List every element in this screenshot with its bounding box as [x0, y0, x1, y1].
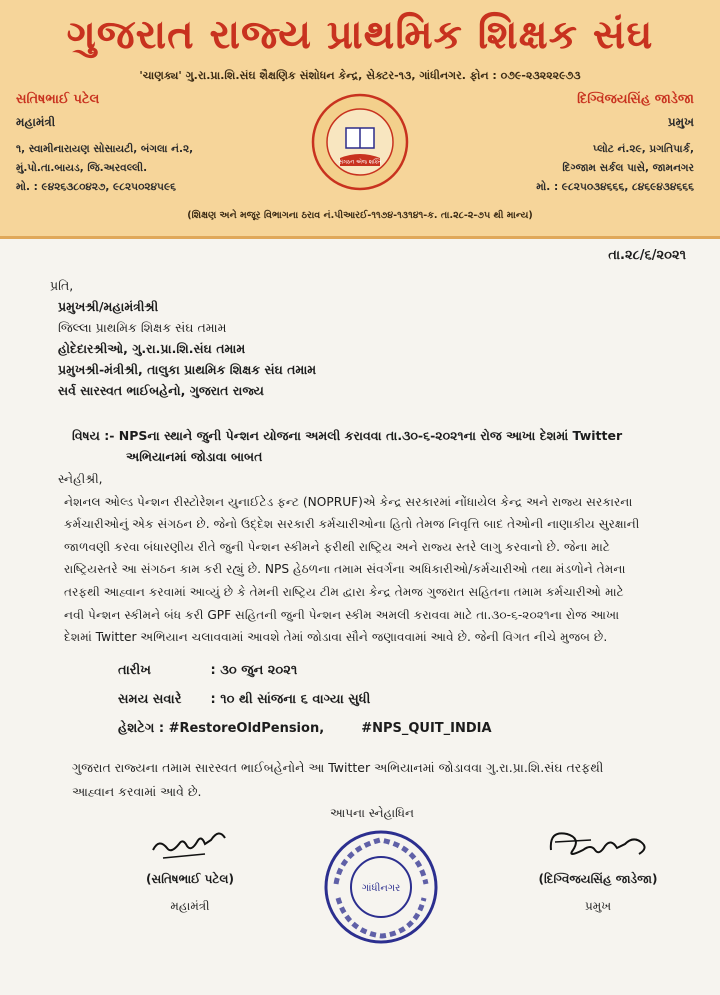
recipient-line: હોદેદારશ્રીઓ, ગુ.રા.પ્રા.શિ.સંઘ તમામ [58, 341, 246, 356]
signature-block-general-secretary [100, 820, 280, 914]
detail-time-row [118, 685, 678, 714]
detail-hashtag-row [118, 714, 678, 743]
recipient-line: પ્રમુખશ્રી-મંત્રીશ્રી, તાલુકા પ્રાથમિક શિક્ષક સંઘ તમામ [58, 362, 317, 377]
president-phone: મો. : ૯૮૨૫૦૩૪૬૬૬, ૮૪૬૯૪૩૪૬૬૬ [536, 181, 694, 193]
paragraph-line: કર્મચારીઓનું એક સંગઠન છે. જેનો ઉદ્દેશ સરકારી કર્મચારીઓના હિતો તેમજ નિવૃત્તિ બાદ તેઓની નાણાકીય સુરક્ષાની [64, 517, 640, 532]
signatory-right-name: (દિગ્વિજયસિંહ જાડેજા) [538, 872, 658, 886]
general-secretary-address-2: મું.પો.તા.બાયડ, જિ.અરવલ્લી. [16, 162, 148, 174]
president-name: દિગ્વિજયસિંહ જાડેજા [577, 92, 694, 107]
president-block [404, 92, 694, 197]
subject-block [72, 425, 692, 467]
letter-date: તા.૨૮/૬/૨૦૨૧ [608, 248, 686, 263]
salutation: સ્નેહીશ્રી, [58, 472, 103, 486]
closing-line-1: ગુજરાત રાજ્યના તમામ સારસ્વત ભાઈબહેનોને આ Twitter અભિયાનમાં જોડાવવા ગુ.રા.પ્રા.શિ.સંઘ તરફથી [72, 760, 604, 775]
recipients-block [50, 275, 690, 401]
subject-line-2: અભિયાનમાં જોડાવા બાબત [126, 449, 263, 464]
handwritten-signature-left [135, 820, 245, 864]
recipient-line: પ્રમુખશ્રી/મહામંત્રીશ્રી [58, 299, 159, 314]
recipient-line: સર્વ સારસ્વત ભાઈબહેનો, ગુજરાત રાજ્ય [58, 383, 264, 398]
signatory-right-role: પ્રમુખ [584, 899, 612, 913]
letterhead [0, 0, 720, 239]
prati-label: પ્રતિ, [50, 278, 74, 293]
detail-date-value: : ૩૦ જુન ૨૦૨૧ [210, 663, 298, 678]
president-address-1: પ્લોટ નં.૨૯, પ્રગતિપાર્ક, [592, 143, 694, 155]
signatory-left-role: મહામંત્રી [170, 899, 210, 913]
paragraph-line: દેશમાં Twitter અભિયાન ચલાવવામાં આવશે તેમાં જોડાવા સૌને જણાવવામાં આવે છે. જેની વિગત નીચે મુજબ છે. [64, 630, 608, 645]
campaign-details [118, 656, 678, 743]
body-paragraph [58, 468, 694, 649]
emblem-motto: સંગઠન એજ શક્તિ [338, 159, 382, 166]
detail-hashtag-label: હેશટેગ : [118, 721, 165, 736]
detail-time-label: સમય સવારે [118, 692, 182, 707]
paragraph-line: નવી પેન્શન સ્કીમને બંધ કરી GPF સહિતની જુની પેન્શન સ્કીમ અમલી કરાવવા માટે તા.૩૦-૬-૨૦૨૧ના રોજ આખા [64, 607, 620, 622]
closing-paragraph [72, 756, 692, 804]
general-secretary-name: સતિષભાઈ પટેલ [16, 92, 100, 107]
president-address-2: દિગ્જામ સર્કલ પાસે, જામનગર [562, 162, 694, 174]
detail-time-value: : ૧૦ થી સાંજના ૬ વાગ્યા સુધી [210, 692, 371, 707]
general-secretary-block [16, 92, 306, 197]
union-emblem-logo [310, 92, 410, 192]
paragraph-line: નેશનલ ઓલ્ડ પેન્શન રીસ્ટોરેશન યુનાઈટેડ ફન્ટ (NOPRUF)એ કેન્દ્ર સરકારમાં નોંધાયેલ કેન્દ્ર અને રાજ્ય સરકારના [64, 494, 633, 509]
paragraph-line: તરફથી આહ્વાન કરવામાં આવ્યું છે કે તેમની રાષ્ટ્રિય ટીમ દ્વારા કેન્દ્ર તેમજ ગુજરાત સહિતના તમામ કર્મચારીઓ માટે [64, 584, 624, 599]
org-title: ગુજરાત રાજ્ય પ્રાથમિક શિક્ષક સંઘ [66, 12, 654, 58]
union-round-stamp [322, 828, 440, 946]
paragraph-line: જાળવણી કરવા બંધારણીય રીતે જુની પેન્શન સ્કીમને ફરીથી રાષ્ટ્રિય અને રાજ્ય સ્તરે લાગુ કરવાનો છે. જેના માટે [64, 539, 610, 554]
detail-date-label: તારીખ [118, 663, 151, 678]
closing-line-2: આહ્વાન કરવામાં આવે છે. [72, 784, 202, 799]
hashtag-restore-old-pension: #RestoreOldPension, [168, 721, 325, 736]
org-address-line: 'ચાણક્ય' ગુ.રા.પ્રા.શિ.સંઘ શૈક્ષણિક સંશોધન કેન્દ્ર, સેક્ટર-૧૩, ગાંધીનગર. ફોન : ૦૭૯-૨૩૨૨૨૯૭૩ [139, 69, 581, 82]
president-role: પ્રમુખ [667, 115, 694, 129]
yours-sincerely: આપના સ્નેહાધિન [330, 806, 414, 820]
subject-line-1: વિષય :- NPSના સ્થાને જુની પેન્શન યોજના અમલી કરાવવા તા.૩૦-૬-૨૦૨૧ના રોજ આખા દેશમાં Twitter [72, 428, 623, 443]
stamp-city: ગાંધીનગર [361, 883, 401, 894]
detail-date-row [118, 656, 678, 685]
general-secretary-role: મહામંત્રી [16, 115, 56, 129]
signatory-left-name: (સતિષભાઈ પટેલ) [146, 872, 234, 886]
recipient-line: જિલ્લા પ્રાથમિક શિક્ષક સંઘ તમામ [58, 320, 227, 335]
hashtag-nps-quit-india: #NPS_QUIT_INDIA [361, 721, 492, 736]
handwritten-signature-right [533, 820, 663, 864]
general-secretary-phone: મો. : ૯૪૨૬૩૮૦૪૨૭, ૯૮૨૫૦૨૪૫૯૬ [16, 181, 177, 193]
paragraph-line: રાષ્ટ્રિયસ્તરે આ સંગઠન કામ કરી રહ્યું છે. NPS હેઠળના તમામ સંવર્ગના અધિકારીઓ/કર્મચારીઓ તથા મંડળોને તેમના [64, 562, 626, 577]
recognition-note: (શિક્ષણ અને મજૂર વિભાગના ઠરાવ નં.પીઆરઈ-૧૧૭૪-૧૩૧૪૧-ક. તા.૨૮-૨-૭૫ થી માન્ય) [187, 210, 533, 221]
signature-block-president [508, 820, 688, 914]
general-secretary-address-1: ૧, સ્વામીનારાયણ સોસાયટી, બંગલા નં.૨, [16, 143, 194, 155]
